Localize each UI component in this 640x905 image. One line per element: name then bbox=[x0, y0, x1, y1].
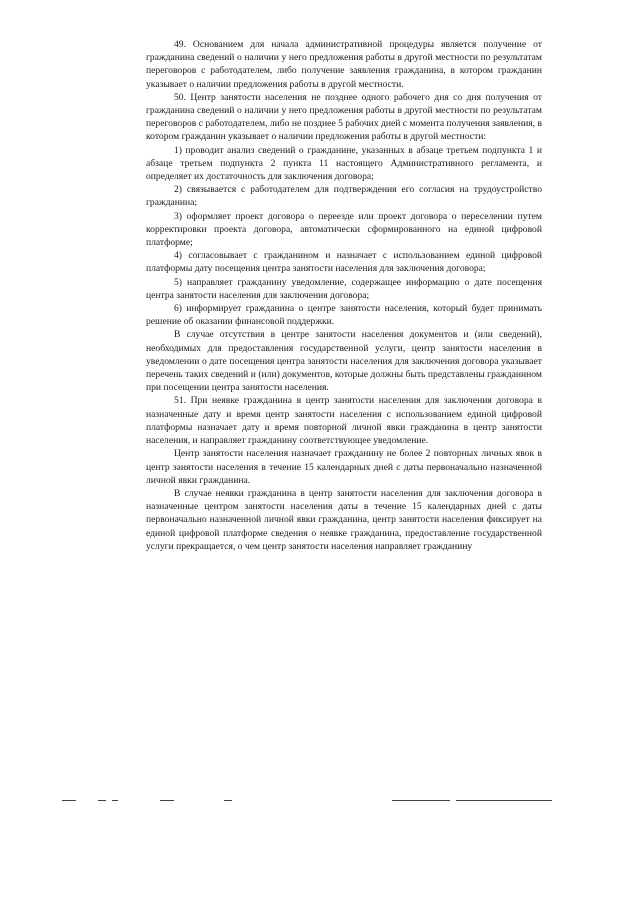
paragraph-non-appearance: В случае неявки гражданина в центр занятости населения для заключения договора в назначенные центром занятости населения даты в течение 15 календарных дней с даты первоначально назначенной личной явки гражданина, центр занятости населения фиксирует на единой цифровой платформе сведения о неявке гражданина, предоставление государственной услуги прекращается, о чем центр занятости населения направляет гражданину bbox=[146, 487, 542, 552]
list-item-4: 4) согласовывает с гражданином и назначает с использованием единой цифровой платформы дату посещения центра занятости населения для заключения договора; bbox=[146, 250, 542, 275]
footer-dash bbox=[62, 800, 76, 801]
list-item-1: 1) проводит анализ сведений о гражданине, указанных в абзаце третьем подпункта 1 и абзаце третьем подпункта 2 пункта 11 настоящего Административного регламента, и определяет их достаточность для заключения договора; bbox=[146, 144, 542, 183]
footer-dash bbox=[160, 800, 174, 801]
paragraph-repeat-visits: Центр занятости населения назначает гражданину не более 2 повторных личных явок в центр занятости населения в течение 15 календарных дней с даты первоначально назначенной личной явки гражданина. bbox=[146, 448, 542, 486]
paragraph-missing-documents: В случае отсутствия в центре занятости населения документов и (или сведений), необходимых для предоставления государственной услуги, центр занятости населения в уведомлении о дате посещения центра занятости населения для заключения договора указывает перечень таких сведений и (или) документов, которые должны быть представлены гражданином при посещении центра занятости населения. bbox=[146, 329, 542, 394]
list-item-6: 6) информирует гражданина о центре занятости населения, который будет принимать решение об оказании финансовой поддержки. bbox=[146, 303, 542, 328]
list-item-3: 3) оформляет проект договора о переезде или проект договора о переселении путем корректировки проекта договора, автоматически сформированного на единой цифровой платформе; bbox=[146, 210, 542, 249]
list-item-5: 5) направляет гражданину уведомление, содержащее информацию о дате посещения центра занятости населения для заключения договора; bbox=[146, 276, 542, 301]
paragraph-50: 50. Центр занятости населения не позднее одного рабочего дня со дня получения от гражданина сведений о наличии у него предложения работы в другой местности по результатам переговоров с работодателем, либо не позднее 5 рабочих дней с момента получения заявления, в котором гражданин указывает о наличии предложения работы в другой местности: bbox=[146, 91, 542, 143]
paragraph-51: 51. При неявке гражданина в центр занятости населения для заключения договора в назначенные дату и время центр занятости населения с использованием единой цифровой платформы назначает дату и время повторной личной явки гражданина в центр занятости населения, и направляет гражданину соответствующее уведомление. bbox=[146, 395, 542, 447]
footer-dash bbox=[112, 800, 118, 801]
footer-dash bbox=[456, 800, 552, 801]
scan-footer-marks bbox=[0, 800, 640, 806]
paragraph-49: 49. Основанием для начала административной процедуры является получение от гражданина сведений о наличии у него предложения работы в другой местности по результатам переговоров с работодателем, либо получение заявления гражданина, в котором гражданин указывает о наличии предложения работы в другой местности. bbox=[146, 39, 542, 90]
list-item-2: 2) связывается с работодателем для подтверждения его согласия на трудоустройство гражданина; bbox=[146, 184, 542, 209]
footer-dash bbox=[392, 800, 450, 801]
footer-dash bbox=[98, 800, 106, 801]
footer-dash bbox=[224, 800, 232, 801]
document-body bbox=[146, 38, 542, 553]
